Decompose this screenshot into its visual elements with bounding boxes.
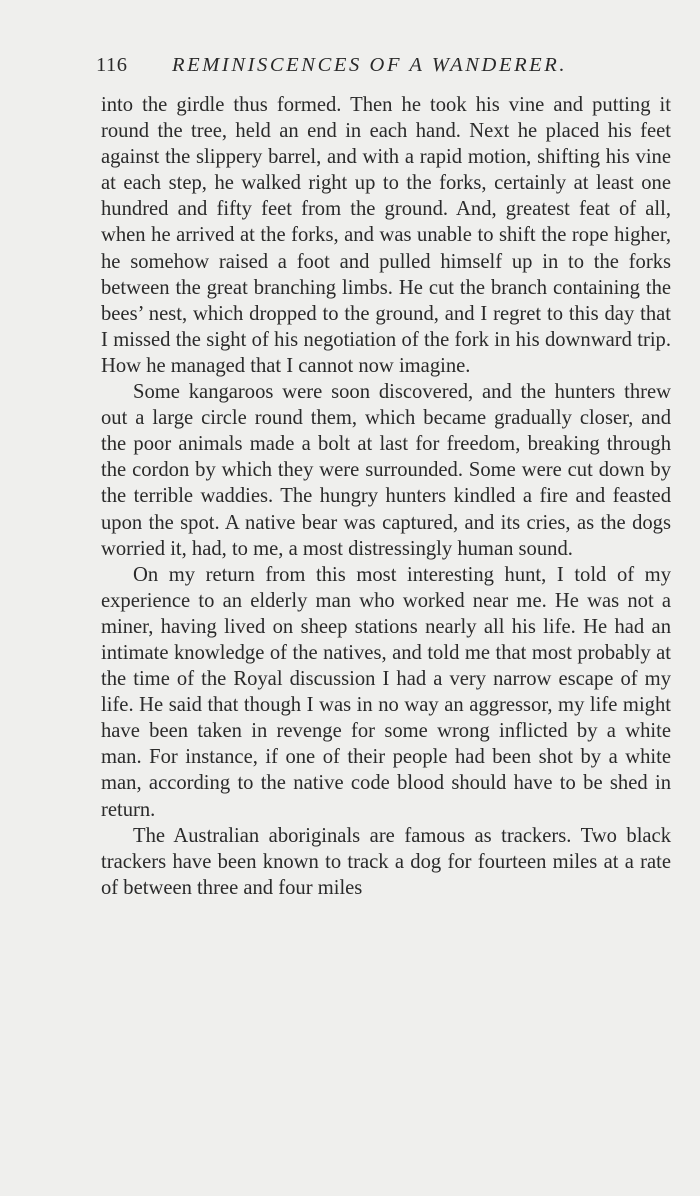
paragraph-1: into the girdle thus formed. Then he took his vine and putting it round the tree, held an end in each hand. Next he placed his feet against the slippery barrel, and with a rapid motion, shifting his vine at each step, he walked right up to the forks, certainly at least one hundred and fifty feet from the ground. And, greatest feat of all, when he arrived at the forks, and was unable to shift the rope higher, he somehow raised a foot and pulled himself up in to the forks between the great branching limbs. He cut the branch containing the bees’ nest, which dropped to the ground, and I regret to this day that I missed the sight of his negotiation of the fork in his downward trip. How he managed that I cannot now imagine. <box>101 94 671 377</box>
paragraph-2: Some kangaroos were soon discovered, and the hunters threw out a large circle round them, which became gradually closer, and the poor animals made a bolt at last for freedom, breaking through the cordon by which they were surrounded. Some were cut down by the terrible waddies. The hungry hunters kindled a fire and feasted upon the spot. A native bear was captured, and its cries, as the dogs worried it, had, to me, a most distressingly human sound. <box>101 381 671 560</box>
paragraph-3: On my return from this most interesting hunt, I told of my experience to an elderly man who worked near me. He was not a miner, having lived on sheep stations nearly all his life. He had an intimate knowledge of the natives, and told me that most probably at the time of the Royal discussion I had a very narrow escape of my life. He said that though I was in no way an aggressor, my life might have been taken in revenge for some wrong inflicted by a white man. For instance, if one of their people had been shot by a white man, according to the native code blood should have to be shed in return. <box>101 563 671 821</box>
running-title: REMINISCENCES OF A WANDERER. <box>172 54 568 76</box>
body-text <box>101 92 671 901</box>
page-number: 116 <box>96 54 128 76</box>
page-header <box>96 50 616 80</box>
paragraph-4: The Australian aboriginals are famous as trackers. Two black trackers have been known to track a dog for fourteen miles at a rate of between three and four miles <box>101 824 671 899</box>
